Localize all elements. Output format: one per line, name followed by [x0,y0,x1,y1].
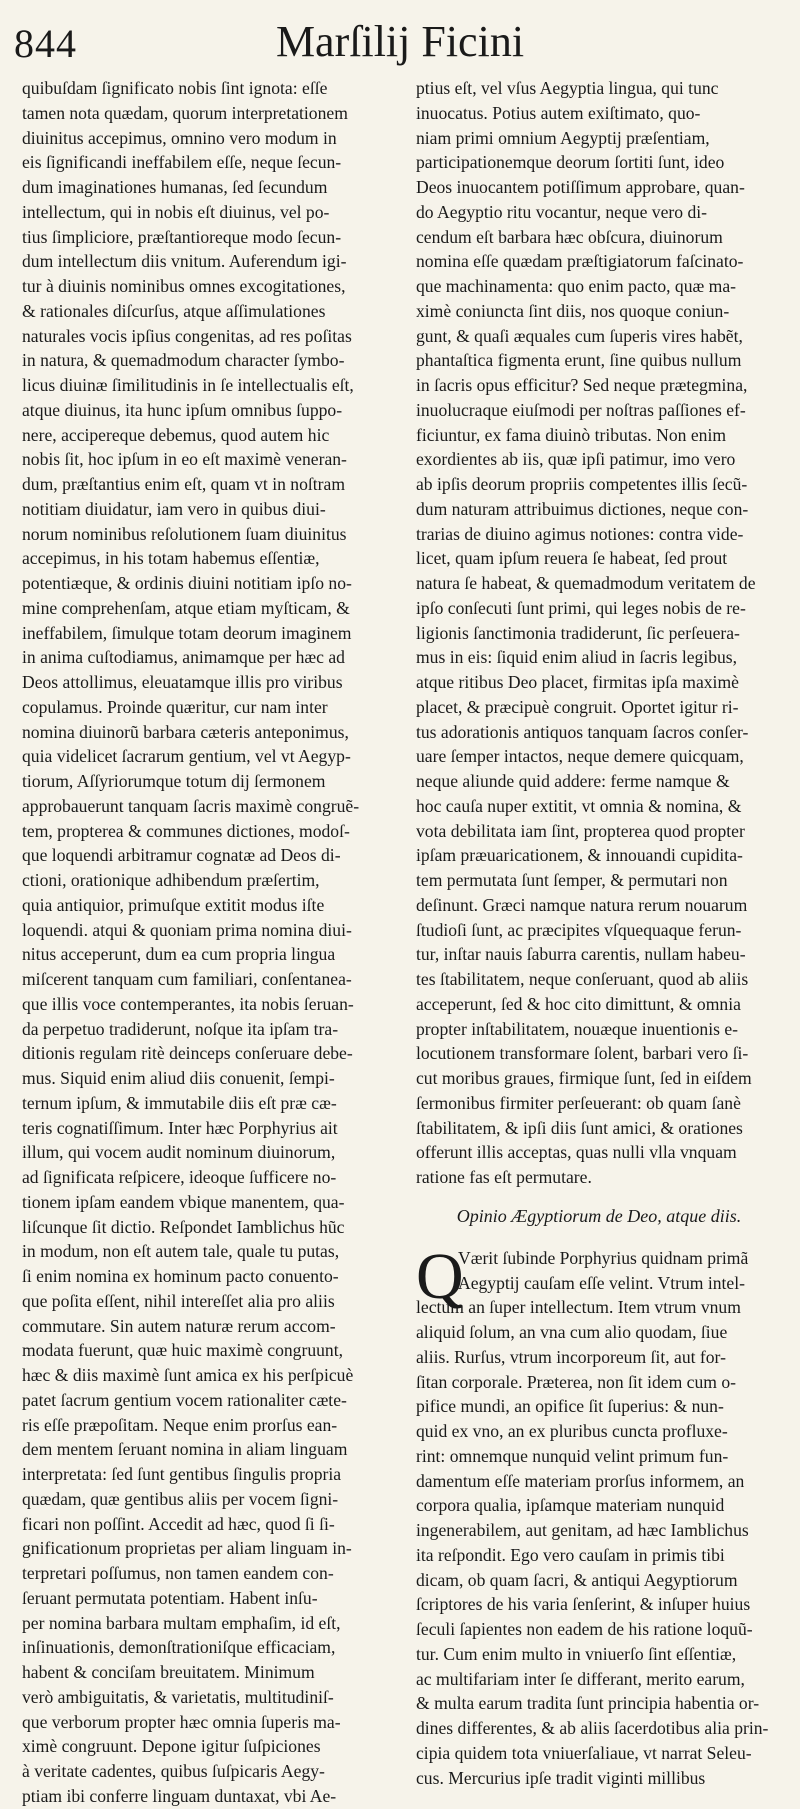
text-line: liſcunque ſit dictio. Reſpondet Iamblichus hũc [22,1216,345,1237]
text-line: à veritate cadentes, quibus ſuſpicaris Aegy- [22,1761,325,1781]
text-line: dem mentem ſeruant nomina in aliam linguam [22,1439,348,1460]
text-line: per nomina barbara multam emphaſim, id eſt, [22,1612,341,1633]
text-line: atque diuinus, ita hunc ipſum omnibus ſuppo- [22,399,343,420]
text-line: ineffabilem, ſimulque totam deorum imaginem [22,622,352,643]
text-line: que machinamenta: quo enim pacto, quæ ma- [416,276,737,296]
text-line: ſeruant permutata potentiam. Habent inſu- [22,1587,318,1608]
text-line: ſi enim nomina ex hominum pacto conuento- [22,1266,339,1286]
text-line: illum, qui vocem audit nominum diuinorum, [22,1142,336,1163]
dropcap-lines [416,1246,782,1296]
text-line: ipſo conſecuti ſunt primi, qui leges nobis de re- [416,597,746,618]
text-line: que loquendi arbitramur cognatæ ad Deos di- [22,845,341,866]
text-line: trarias de diuino agimus notiones: contra vide- [416,523,744,544]
text-line: terpretari poſſumus, non tamen eandem con- [22,1563,334,1583]
text-line: miſcerent tanquam cum familiari, conſentanea- [22,969,352,989]
text-line: hæc & diis maximè ſunt amica ex his perſpicuè [22,1365,354,1385]
text-line: Værit ſubinde Porphyrius quidnam primã [458,1247,749,1268]
text-line: dum naturam attribuimus dictiones, neque con- [416,498,749,519]
text-line: potentiæque, & ordinis diuini notitiam ipſo no- [22,573,352,593]
drop-cap: Q [416,1239,464,1313]
text-line: vota debilitata iam ſint, propterea quod propter [416,820,745,841]
text-line: nomina diuinorũ barbara cæteris anteponimus, [22,721,349,742]
text-line: natura ſe habeat, & quemadmodum veritatem de [416,573,756,593]
text-line: inuolucraque eiuſmodi per noſtras paſſiones ef- [416,399,746,420]
text-line: deſinunt. Græci namque natura rerum nouarum [416,894,748,915]
text-line: ligionis ſanctimonia tradiderunt, ſic perſeuera- [416,622,740,643]
running-title: Marſilij Ficini [275,17,525,66]
text-line: niam primi omnium Aegyptij præſentiam, [416,127,710,148]
text-line: in ſacris opus efficitur? Sed neque prætegmina, [416,375,748,395]
text-line: ad ſignificata reſpicere, ideoque ſufficere no- [22,1167,337,1187]
text-line: intellectum, qui in nobis eſt diuinus, vel po- [22,201,330,222]
text-line: mine comprehenſam, atque etiam myſticam, & [22,597,350,618]
text-line: phantaſtica figmenta erunt, ſine quibus nullum [416,350,742,371]
text-line: ſtudioſi ſunt, ac præcipites vſquequaque ferun- [416,919,742,940]
text-line: pifice mundi, an opifice ſit ſuperius: & nun- [416,1396,724,1417]
text-line: que verborum propter hæc omnia ſuperis ma- [22,1711,341,1732]
text-line: eis ſignificandi ineffabilem eſſe, neque ſecun- [22,152,342,173]
text-line: ſitan corporale. Præterea, non ſit idem cum o- [416,1371,737,1392]
text-line: rint: omnemque nunquid velint primum fun- [416,1445,729,1466]
text-line: cipia quidem tota vniuerſaliaue, vt narrat Seleu- [416,1742,752,1763]
text-line: in natura, & quemadmodum character ſymbo- [22,350,345,371]
text-line: dum, præſtantius enim eſt, quam vt in noſtram [22,474,346,494]
text-line: ita reſpondit. Ego vero cauſam in primis tibi [416,1544,725,1565]
text-line: ſermonibus firmiter perſeuerant: ob quam ſanè [416,1092,741,1113]
text-line: que illis voce contemperantes, ita nobis ſeruan- [22,993,354,1014]
text-line: ratione fas eſt permutare. [416,1167,592,1187]
text-line: tamen nota quædam, quorum interpretationem [22,102,348,123]
text-line: modata fuerunt, quæ huic maximè congruunt, [22,1340,344,1361]
text-line: quia videlicet ſacrarum gentium, vel vt Aegyp- [22,746,351,767]
text-line: tem permutata ſunt ſemper, & permutari non [416,870,728,890]
section-heading: Opinio Ægyptiorum de Deo, atque diis. [456,1205,742,1226]
text-line: tem, propterea & communes dictiones, modoſ- [22,820,350,841]
text-line: & rationales diſcurſus, atque aſſimulationes [22,300,326,321]
text-line: nomina eſſe quædam præſtigiatorum faſcinato- [416,251,744,272]
text-line: Deos inuocantem potiſſimum approbare, quan- [416,177,745,197]
text-line: in anima cuſtodiamus, animamque per hæc ad [22,647,345,668]
text-line: ximè coniuncta ſint diis, nos quoque coniun- [416,300,730,321]
text-line: patet ſacrum gentium vocem rationaliter cæte- [22,1389,347,1410]
text-line: atque ritibus Deo placet, firmitas ipſa maximè [416,672,739,692]
text-line: ingenerabilem, aut genitam, ad hæc Iamblichus [416,1520,749,1540]
text-line: loquendi. atqui & quoniam prima nomina diui- [22,919,352,940]
text-line: cendum eſt barbara hæc obſcura, diuinorum [416,226,723,247]
text-line: neque aliunde quid addere: ferme namque & [416,771,730,791]
page-header [0,14,800,74]
text-line: participationemque deorum ſortiti ſunt, ideo [416,152,725,173]
text-line: ctioni, orationique adhibendum præſertim, [22,870,320,890]
text-line: accepimus, in his totam habemus eſſentiæ, [22,548,320,569]
text-line: licet, quam ipſum reuera ſe habeat, ſed prout [416,548,728,569]
text-line: Aegyptij cauſam eſſe velint. Vtrum intel- [458,1272,745,1293]
text-line: cut moribus graues, firmique ſunt, ſed in eiſdem [416,1068,752,1088]
text-line: ptiam ibi conferre linguam duntaxat, vbi Ae- [22,1785,337,1806]
text-line: verò ambiguitatis, & varietatis, multitudiniſ- [22,1686,334,1707]
page-number: 844 [14,21,77,66]
text-line: ptius eſt, vel vſus Aegyptia lingua, qui tunc [416,78,719,98]
text-line: gnificationum proprietas per aliam linguam in- [22,1538,352,1559]
text-line: teris cognatiſſimum. Inter hæc Porphyrius ait [22,1117,338,1138]
text-line: locutionem transformare ſolent, barbari vero ſi- [416,1043,749,1064]
text-line: acceperunt, ſed & hoc cito dimittunt, & omnia [416,993,741,1014]
text-line: ficiuntur, ex fama diuinò tributas. Non enim [416,424,727,445]
text-line: do Aegyptio ritu vocantur, neque vero di- [416,201,707,222]
text-line: tur à diuinis nominibus omnes excogitationes, [22,276,346,296]
text-line: norum nominibus reſolutionem ſuam diuinitus [22,523,347,544]
text-line: nobis ſit, hoc ipſum in eo eſt maximè veneran- [22,449,347,470]
text-line: licus diuinæ ſimilitudinis in ſe intellectualis eſt, [22,375,354,395]
text-line: notitiam diuidatur, iam vero in quibus diui- [22,498,326,519]
text-line: cus. Mercurius ipſe tradit viginti millibus [416,1767,706,1788]
text-line: diuinitus accepimus, omnino vero modum in [22,127,337,148]
text-line: tius ſimpliciore, præſtantioreque modo ſecun- [22,226,342,247]
text-line: Deos attollimus, eleuatamque illis pro viribus [22,672,343,692]
text-line: dines differentes, & ab aliis ſacerdotibus alia prin- [416,1718,769,1738]
text-line: ſcriptores de his varia ſenſerint, & inſuper huius [416,1594,751,1615]
text-line: ternum ipſum, & immutabile diis eſt præ cæ- [22,1092,337,1113]
text-line: mus. Siquid enim aliud diis conuenit, ſempi- [22,1068,335,1088]
text-line: dum imaginationes humanas, ſed ſecundum [22,177,328,197]
text-line: ſeculi ſapientes non eadem de his ratione loquũ- [416,1619,753,1639]
text-line: ab ipſis deorum propriis competentes illis ſecũ- [416,474,748,494]
text-line: placet, & præcipuè congruit. Oportet igitur ri- [416,696,739,717]
text-line: corpora qualia, ipſamque materiam nunquid [416,1495,725,1516]
text-line: approbauerunt tanquam ſacris maximè congruẽ- [22,795,360,816]
text-line: que poſita eſſent, nihil intereſſet alia pro aliis [22,1290,335,1311]
text-line: ac multifariam inter ſe differant, merito earum, [416,1668,745,1689]
text-line: nere, accipereque debemus, quod autem hic [22,424,330,445]
right-column-upper-text [416,76,782,1190]
text-line: tur. Cum enim multo in vniuerſo ſint eſſentiæ, [416,1643,737,1664]
text-line: propter inſtabilitatem, nouæque inuentionis e- [416,1018,738,1039]
text-line: in modum, non eſt autem tale, quale tu putas, [22,1241,340,1262]
text-line: nitus acceperunt, dum ea cum propria lingua [22,944,336,965]
text-line: uare ſemper intactos, neque demere quicquam, [416,746,744,767]
text-line: tes ſtabilitatem, neque conſeruant, quod ab aliis [416,969,749,989]
text-line: da perpetuo tradiderunt, noſque ita ipſam tra- [22,1018,339,1039]
text-line: lectum an ſuper intellectum. Item vtrum vnum [416,1297,741,1318]
right-column-lower-text [416,1295,782,1790]
text-line: quibuſdam ſignificato nobis ſint ignota: eſſe [22,78,328,98]
text-line: hoc cauſa nuper extitit, vt omnia & nomina, & [416,795,742,816]
text-line: interpretata: ſed ſunt gentibus ſingulis propria [22,1464,342,1484]
text-line: inuocatus. Potius autem exiſtimato, quo- [416,102,701,123]
text-line: quid ex vno, an ex pluribus cuncta profluxe- [416,1421,728,1441]
text-line: commutare. Sin autem naturæ rerum accom- [22,1315,336,1336]
text-line: copulamus. Proinde quæritur, cur nam inter [22,696,328,717]
text-line: tur, inſtar nauis ſaburra carentis, nullam habeu- [416,944,746,965]
text-line: ditionis regulam ritè deinceps conſeruare debe- [22,1043,353,1064]
right-column [416,76,782,1790]
text-line: damentum eſſe materiam prorſus informem, an [416,1470,745,1491]
text-line: gunt, & quaſi æquales cum ſuperis vires habẽt, [416,325,743,346]
text-line: ximè congruunt. Depone igitur ſuſpiciones [22,1736,321,1757]
text-line: ris eſſe præpoſitam. Neque enim prorſus ean- [22,1414,338,1435]
text-line: ficari non poſſint. Accedit ad hæc, quod ſi ſi- [22,1513,335,1534]
text-line: ipſam præuaricationem, & innouandi cupidita- [416,845,743,866]
text-line: tus adorationis antiquos tanquam ſacros conſer- [416,721,749,742]
text-line: ſtabilitatem, & ipſi diis ſunt amici, & orationes [416,1117,743,1138]
text-line: exordientes ab iis, quæ ipſi patimur, imo vero [416,449,736,470]
text-line: inſinuationis, demonſtrationiſque efficaciam, [22,1637,336,1658]
text-columns [0,76,800,1806]
text-line: & multa earum tradita ſunt principia habentia or- [416,1693,760,1714]
text-line: habent & conciſam breuitatem. Minimum [22,1662,315,1682]
text-line: dum intellectum diis vnitum. Auferendum igi- [22,251,347,272]
text-line: aliquid ſolum, an vna cum alio quodam, ſiue [416,1322,728,1342]
left-column [22,76,392,1809]
text-line: tiorum, Aſſyriorumque totum dij ſermonem [22,771,326,791]
text-line: mus in eis: ſiquid enim aliud in ſacris legibus, [416,647,738,668]
text-line: aliis. Rurſus, vtrum incorporeum ſit, aut for- [416,1346,726,1367]
text-line: quia antiquior, primuſque extitit modus iſte [22,894,325,915]
text-line: offerunt illis acceptas, quas nulli vlla vnquam [416,1142,737,1163]
text-line: naturales vocis ipſius congenitas, ad res poſitas [22,325,352,346]
text-line: tionem ipſam eandem vbique manentem, qua- [22,1191,345,1212]
text-line: quædam, quæ gentibus aliis per vocem ſigni- [22,1488,339,1509]
text-line: dicam, ob quam ſacri, & antiqui Aegyptiorum [416,1569,738,1590]
